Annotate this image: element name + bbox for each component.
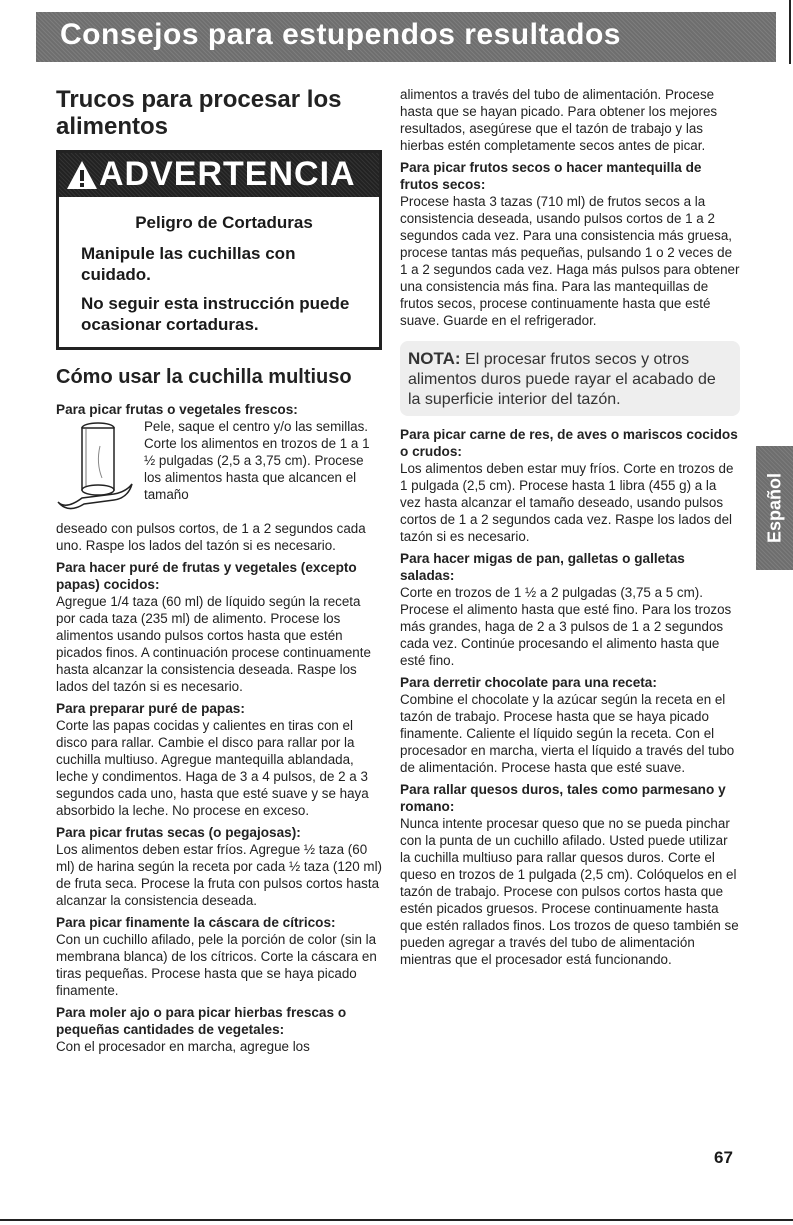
language-tab xyxy=(756,446,793,570)
note-label: NOTA: xyxy=(408,349,461,368)
language-tab-label: Español xyxy=(764,472,784,544)
section-title: Trucos para procesar los alimentos xyxy=(56,86,342,140)
page-number: 67 xyxy=(714,1148,733,1167)
right-edge-rule xyxy=(789,0,791,64)
fresh-produce-heading: Para picar frutas o vegetales frescos: xyxy=(56,402,298,417)
meat-text: Los alimentos deben estar muy fríos. Corte en trozos de 1 pulgada (2,5 cm). Procese hasta 1 libra (455 g) a la vez hasta alcanzar el tamaño deseado, usando pulsos cortos de 1 a 2 segundos cada vez. Raspe los lados del tazón si es necesario. xyxy=(400,461,734,544)
crumbs-text: Corte en trozos de 1 ½ a 2 pulgadas (3,75 a 5 cm). Procese el alimento hasta que esté fino. Para los trozos más grandes, haga de 2 a 3 pulsos de 1 a 2 segundos cada vez. Continúe procesando el alimento hasta que esté fino. xyxy=(400,585,732,668)
crumbs-heading: Para hacer migas de pan, galletas o galletas saladas: xyxy=(400,551,685,583)
warning-box xyxy=(56,150,382,350)
nuts-heading: Para picar frutos secos o hacer mantequilla de frutos secos: xyxy=(400,160,702,192)
hard-cheese-heading: Para rallar quesos duros, tales como parmesano y romano: xyxy=(400,782,726,814)
warning-header xyxy=(59,153,379,197)
citrus-peel-heading: Para picar finamente la cáscara de cítricos: xyxy=(56,915,336,930)
subsection-title: Cómo usar la cuchilla multiuso xyxy=(56,366,352,388)
warning-triangle-icon xyxy=(65,158,99,192)
puree-text: Agregue 1/4 taza (60 ml) de líquido según la receta por cada taza (235 ml) de alimento. Procese los alimentos usando pulsos cortos hasta que estén picados finos. A continuación procese continuamente hasta alcanzar la consistencia deseada. Raspe los lados del tazón si es necesario. xyxy=(56,594,371,694)
mashed-potatoes-heading: Para preparar puré de papas: xyxy=(56,701,245,716)
fresh-produce-text-b: deseado con pulsos cortos, de 1 a 2 segundos cada uno. Raspe los lados del tazón si es necesario. xyxy=(56,521,366,553)
warning-heading: Peligro de Cortaduras xyxy=(135,213,313,232)
warning-line-2: No seguir esta instrucción puede ocasionar cortaduras. xyxy=(81,294,350,334)
hard-cheese-text: Nunca intente procesar queso que no se pueda pinchar con la punta de un cuchillo afilado. Usted puede utilizar la cuchilla multiuso para rallar quesos duros. Corte el queso en trozos de 1 pulgada (2,5 cm). Colóquelos en el tazón de trabajo. Procese con pulsos cortos hasta que estén picados gruesos. Procese continuamente hasta que estén rallados finos. Los trozos de queso también se pueden agregar a través del tubo de alimentación mientras que el procesador está funcionando. xyxy=(400,816,739,967)
header-banner xyxy=(36,12,776,62)
chocolate-heading: Para derretir chocolate para una receta: xyxy=(400,675,657,690)
dried-fruit-text: Los alimentos deben estar fríos. Agregue ½ taza (60 ml) de harina según la receta por cada ½ taza (120 ml) de fruta seca. Procese la fruta con pulsos cortos hasta alcanzar la consistencia deseada. xyxy=(56,842,383,908)
warning-line-1: Manipule las cuchillas con cuidado. xyxy=(81,244,296,284)
puree-heading: Para hacer puré de frutas y vegetales (excepto papas) cocidos: xyxy=(56,560,357,592)
meat-heading: Para picar carne de res, de aves o mariscos cocidos o crudos: xyxy=(400,427,738,459)
fresh-produce-text-a: Pele, saque el centro y/o las semillas. Corte los alimentos en trozos de 1 a 1 ½ pulgadas (2,5 a 3,75 cm). Procese los alimentos hasta que alcancen el tamaño xyxy=(144,419,370,502)
garlic-herbs-text: Con el procesador en marcha, agregue los xyxy=(56,1039,310,1054)
multipurpose-blade-illustration xyxy=(56,418,134,516)
right-column xyxy=(400,86,740,968)
warning-title: ADVERTENCIA xyxy=(99,155,356,193)
garlic-herbs-continued-text: alimentos a través del tubo de alimentación. Procese hasta que se hayan picado. Para obtener los mejores resultados, asegúrese que el tazón de trabajo y las hierbas estén completamente secos antes de picar. xyxy=(400,87,718,153)
note-text: El procesar frutos secos y otros alimentos duros puede rayar el acabado de la superficie interior del tazón. xyxy=(408,351,716,408)
nuts-text: Procese hasta 3 tazas (710 ml) de frutos secos a la consistencia deseada, usando pulsos cortos de 1 a 2 segundos cada vez. Para una consistencia más gruesa, procese tantas más pequeñas, pulsando 1 o 2 veces de 1 a 2 segundos cada vez. Haga más pulsos para obtener una consistencia más fina. Para las mantequillas de frutos secos, procese continuamente hasta que esté suave. Guarde en el refrigerador. xyxy=(400,194,740,328)
chocolate-text: Combine el chocolate y la azúcar según la receta en el tazón de trabajo. Procese hasta que se haya picado finamente. Caliente el líquido según la receta. Con el procesador en marcha, vierta el líquido a través del tubo de alimentación. Procese hasta que esté suave. xyxy=(400,692,735,775)
garlic-herbs-heading: Para moler ajo o para picar hierbas frescas o pequeñas cantidades de vegetales: xyxy=(56,1005,347,1037)
note-box xyxy=(400,341,740,416)
mashed-potatoes-text: Corte las papas cocidas y calientes en tiras con el disco para rallar. Cambie el disco para rallar por la cuchilla multiuso. Agregue mantequilla ablandada, leche y condimentos. Haga de 3 a 4 pulsos, de 2 a 3 segundos cada uno, hasta que esté suave y se haya absorbido la leche. No procese en exceso. xyxy=(56,718,369,818)
citrus-peel-text: Con un cuchillo afilado, pele la porción de color (sin la membrana blanca) de los cítricos. Corte la cáscara en tiras pequeñas. Procese hasta que se haya picado finamente. xyxy=(56,932,377,998)
bottom-rule xyxy=(0,1219,793,1221)
banner-title: Consejos para estupendos resultados xyxy=(60,18,621,51)
dried-fruit-heading: Para picar frutas secas (o pegajosas): xyxy=(56,825,301,840)
left-column xyxy=(56,396,382,1055)
